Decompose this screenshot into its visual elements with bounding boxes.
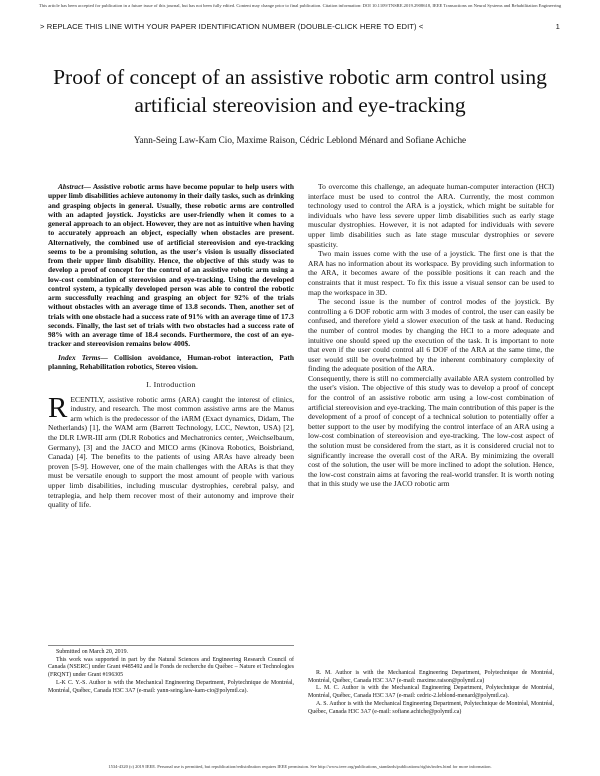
paper-title: Proof of concept of an assistive robotic arm control using artificial stereovision and eye-tracking	[53, 65, 547, 117]
index-terms-label: Index Terms	[58, 352, 101, 362]
body-paragraph: Two main issues come with the use of a joystick. The first one is that the ARA has no information about its workspace. By providing such information to the ARA, it becomes aware of the possible positions it can reach and the constraints that it must respect. To fix this issue a visual sensor can be used to map the workspace in 3D.	[308, 249, 554, 297]
footnotes-left	[48, 645, 294, 695]
abstract-text: — Assistive robotic arms have become popular to help users with upper limb disabilities achieve autonomy in their daily tasks, such as drinking and grasping objects in general. Usually, these robotic arms are controlled with an adapted joystick. Joysticks are user-friendly when it comes to a general approach to an object. However, they are not as intuitive when having to accurately approach an object, especially when obstacles are present. Alternatively, the combined use of artificial stereovision and eye-tracking seems to be a promising solution, as the user's vision is usually dissociated from their upper limb disability. Hence, the objective of this study was to develop a proof of concept for the control of an assistive robotic arm using a low-cost combination of stereovision and eye-tracking. Using the developed control system, a typically developed person was able to control the robotic arm successfully reaching and grasping an object for 92% of the trials without obstacles with an average time of 13.8 seconds. Then, another set of trials with one obstacle had a success rate of 91% with an average time of 17.3 seconds. Finally, the last set of trials with two obstacles had a success rate of 98% with an average time of 18.4 seconds. Furthermore, the cost of an eye-tracker and stereovision remains below 400$.	[48, 182, 294, 349]
abstract	[48, 182, 294, 349]
footnote-author-4: A. S. Author is with the Mechanical Engineering Department, Polytechnique de Montréal, Montréal, Québec, Canada H3C 3A7 (e-mail: sofiane.achiche@polymtl.ca)	[308, 700, 554, 715]
author-list: Yann-Seing Law-Kam Cio, Maxime Raison, Cédric Leblond Ménard and Sofiane Achiche	[133, 135, 467, 145]
footnotes-right	[308, 670, 554, 716]
copyright-footer: 1534-4320 (c) 2019 IEEE. Personal use is permitted, but republication/redistribution requires IEEE permission. See http://www.ieee.org/publications_standards/publications/rights/index.html for more information.	[108, 764, 492, 769]
index-terms-text: — Collision avoidance, Human-robot interaction, Path planning, Rehabilitation robotics, Stereo vision.	[48, 352, 295, 371]
footnote-author-3: L. M. C. Author is with the Mechanical Engineering Department, Polytechnique de Montréal, Montréal, Québec, Canada H3C 3A7 (e-mail: cedric-2.leblond-menard@polymtl.ca).	[308, 685, 554, 700]
body-paragraph: Consequently, there is still no commercially available ARA system controlled by the user's vision. The objective of this study was to develop a proof of concept for the control of an assistive robotic arm using a low-cost combination of artificial stereovision and eye-tracking. The main contribution of this paper is the development of a proof of concept of a technical solution to potentially offer a better support to the user by modifying the control interface of an ARA using a low-cost combination of stereovision and eye-tracking. The low-cost aspect of the solution must be considered from the start, as it is considered crucial not to significantly increase the overall cost of the ARA. By minimizing the overall cost of the solution, the user will be more inclined to adopt the solution. Hence, the low-cost constrain aims at favoring the real-world transfer. It is worth noting that in this study we use the JACO robotic arm	[308, 373, 554, 489]
body-paragraph: To overcome this challenge, an adequate human-computer interaction (HCI) interface must be used to control the ARA. Currently, the most common technology used to control the ARA is a joystick, which might be suitable for individuals who have less severe upper limb disabilities such as early stage muscular dystrophies. However, it is not adapted for individuals with severe upper limb disabilities such as late stage muscular dystrophies or severe spasticity.	[308, 182, 554, 249]
drop-cap: R	[48, 391, 68, 424]
right-column	[308, 182, 554, 489]
left-column	[48, 182, 294, 510]
intro-paragraph	[48, 391, 294, 510]
intro-text: ECENTLY, assistive robotic arms (ARA) caught the interest of clinics, industry, and research. The most common assistive arms are the Manus arm which is the predecessor of the iARM (Exact dynamics, Didam, The Netherlands) [1], the WAM arm (Barrett Technology, LCC, Newton, USA) [2], the DLR LWR-III arm (DLR Robotics and Mechatronics center, ,Weichselbaum, Germany), [3] and the JACO and MICO arms (Kinova Robotics, Boisbriand, Canada) [4]. The benefits to the patients of using ARAs have already been proven [5-9]. However, one of the main challenges with the ARAs is that they must be versatile enough to support the most amount of people with various upper limb disabilities, including muscular dystrophies, cerebral palsy, and tetraplegia, and help them recover most of their autonomy and improve their quality of life.	[48, 394, 294, 510]
section-heading: I. Introduction	[146, 380, 196, 389]
footnote-submitted: Submitted on March 20, 2019.	[56, 649, 128, 655]
abstract-label: Abstract	[58, 182, 84, 191]
paper-id-placeholder: > REPLACE THIS LINE WITH YOUR PAPER IDENTIFICATION NUMBER (DOUBLE-CLICK HERE TO EDIT) <	[40, 22, 424, 31]
index-terms	[48, 353, 294, 372]
body-paragraph: The second issue is the number of control modes of the joystick. By controlling a 6 DOF robotic arm with 3 modes of control, the user can easily be confused, and therefore yield a slower execution of the task at hand. Reducing the number of control modes by changing the HCI to a more adequate and intuitive one should speed up the execution of the task. It is important to note that even if the user could control all 6 DOF of the ARA at the same time, the user would still be overwhelmed by the inherent combinatory complexity of finding the adequate position of the ARA.	[308, 297, 554, 374]
top-note: This article has been accepted for publication in a future issue of this journal, but has not been fully edited. Content may change prior to final publication. Citation information: DOI 10.1109/TNSRE.2019.2908618, IEEE Transactions on Neural Systems and Rehabilitation Engineering	[38, 3, 562, 8]
page-number: 1	[555, 22, 560, 31]
footnote-funding: This work was supported in part by the Natural Sciences and Engineering Research Council of Canada (NSERC) under Grant #485492 and le Fonds de recherche du Québec – Nature et Technologies (FRQNT) under Grant #196305	[48, 656, 294, 679]
header-replace-line	[40, 22, 560, 31]
footnote-author-1: L-K C. Y.-S. Author is with the Mechanical Engineering Department, Polytechnique de Montréal, Montréal, Québec, Canada H3C 3A7 (e-mail: yann-seing.law-kam-cio@polymtl.ca).	[48, 679, 294, 694]
footnote-author-2: R. M. Author is with the Mechanical Engineering Department, Polytechnique de Montréal, Montréal, Québec, Canada H3C 3A7 (e-mail: maxime.raison@polymtl.ca)	[308, 670, 554, 684]
